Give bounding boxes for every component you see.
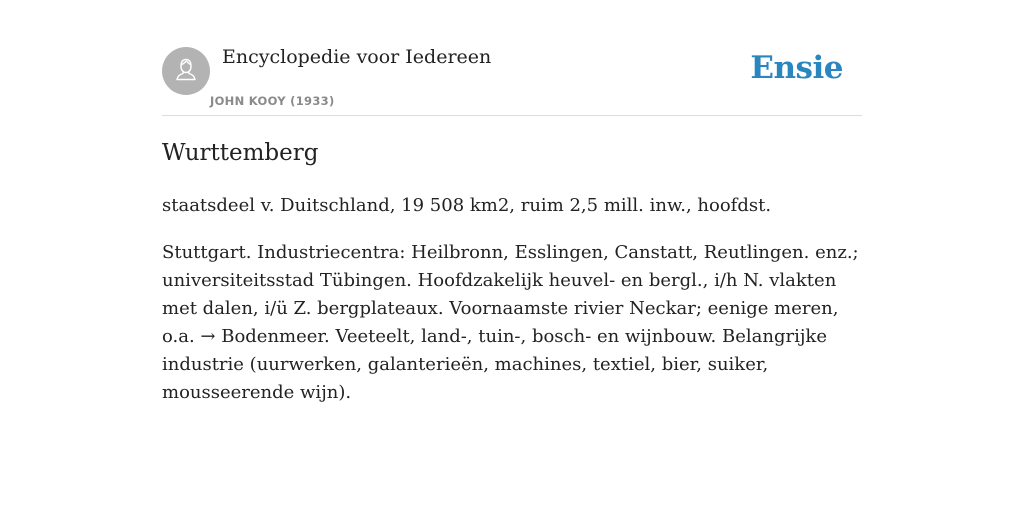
page [162,0,862,403]
entry-paragraph: Stuttgart. Industriecentra: Heilbronn, Esslingen, Canstatt, Reutlingen. enz.; universiteitsstad Tübingen. Hoofdzakelijk heuvel- en bergl., i/h N. vlakten met dalen, i/ü Z. bergplateaux. Voornaamste rivier Neckar; eenige meren, o.a. → Bodenmeer. Veeteelt, land-, tuin-, bosch- en wijnbouw. Belangrijke industrie (uurwerken, galanterieën, machines, textiel, bier, suiker, mousseerende wijn). [162,242,859,403]
author-avatar[interactable] [162,47,210,95]
author-name[interactable]: JOHN KOOY (1933) [210,94,335,108]
header [162,0,862,116]
entry-title: Wurttemberg [162,140,319,166]
ensie-logo[interactable]: Ensie [750,50,843,86]
user-avatar-icon [171,54,201,88]
book-title[interactable]: Encyclopedie voor Iedereen [222,46,492,68]
entry-paragraph: staatsdeel v. Duitschland, 19 508 km2, ruim 2,5 mill. inw., hoofdst. [162,195,772,216]
